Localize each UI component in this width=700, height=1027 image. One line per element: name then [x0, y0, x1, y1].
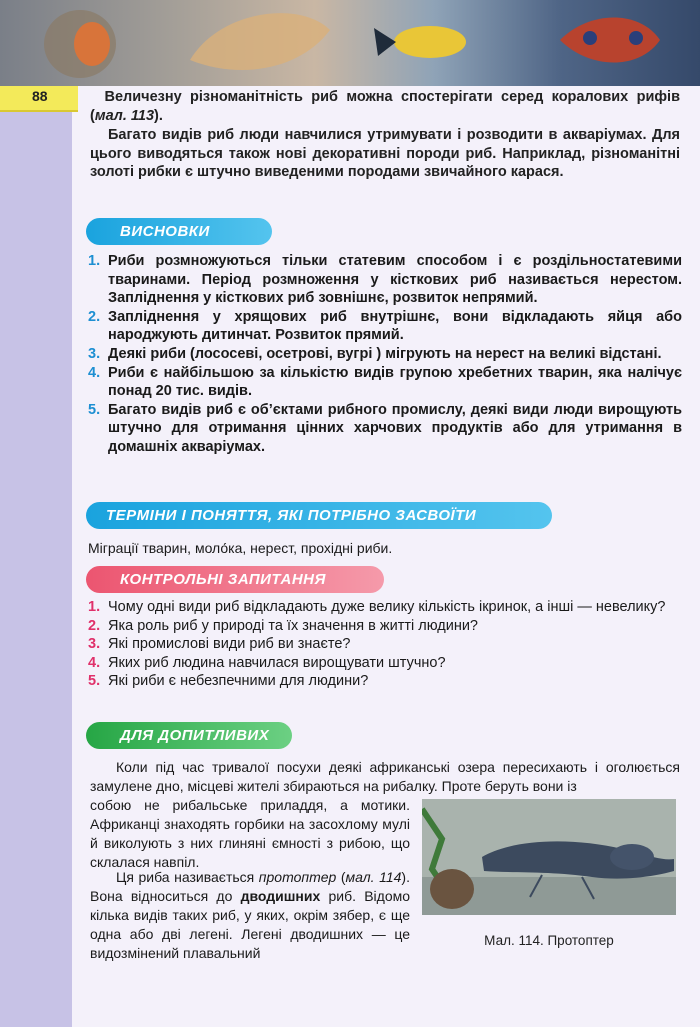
curious-paragraph-full: Коли під час тривалої посухи деякі африканські озера пересихають і оголюється замулене дно, місцеві жителі збираються на рибалку. Проте беруть вони із	[90, 759, 680, 794]
rock	[430, 869, 474, 909]
list-item: 5. Багато видів риб є об’єктами рибного промислу, деякі види люди вирощують штучно для отримання цінних харчових продуктів або для утримання в домашніх акваріумах.	[88, 401, 682, 455]
leaf-shape	[190, 13, 330, 70]
lungfish-photo	[422, 799, 676, 915]
list-item: 4. Яких риб людина навчилася вирощувати штучно?	[88, 654, 446, 671]
conclusions-list	[88, 252, 682, 457]
figure-caption: Мал. 114. Протоптер	[484, 933, 614, 948]
list-item: 2. Запліднення у хрящових риб внутрішнє, вони відкладають яйця або народжують дитинчат. Розвиток прямий.	[88, 308, 682, 344]
intro-paragraph-1	[90, 88, 680, 125]
left-margin-strip	[0, 0, 72, 1027]
list-item: 5. Які риби є небезпечними для людини?	[88, 673, 369, 690]
term-lungfish: дводишних	[240, 888, 321, 904]
list-item: 1. Чому одні види риб відкладають дуже велику кількість ікринок, а інші — невелику?	[88, 599, 666, 615]
list-item: 1. Риби розмножуються тільки статевим способом і є роздільностатевими тваринами. Період розмноження у кісткових риб називається нерестом. Запліднення у кісткових риб зовнішнє, розвиток непрямий.	[88, 253, 682, 307]
figure-ref-114: мал. 114	[345, 869, 402, 885]
lungfish-head	[610, 844, 654, 870]
terms-text: Міграції тварин, моло́ка, нерест, прохідні риби.	[88, 540, 393, 556]
figure-ref-113: мал. 113	[94, 107, 155, 124]
fish-silhouette	[394, 26, 466, 58]
term-protopter: протоптер	[258, 869, 337, 885]
lungfish-illustration	[422, 799, 676, 915]
conclusions-heading: ВИСНОВКИ	[86, 218, 272, 245]
fish-tail	[374, 28, 396, 56]
header-banner	[0, 0, 700, 86]
list-item: 2. Яка роль риб у природі та їх значення в житті людини?	[88, 617, 478, 634]
intro-p1-after: ).	[154, 107, 163, 124]
curious-paragraph-2: Ця риба називається протоптер (мал. 114). Вона відноситься до дводишних риб. Відомо кілька видів таких риб, у яких, окрім зябер, є ще одна або дві легені. Легені дводишних — це видозмінений плавальний	[90, 869, 411, 961]
butterfly-eyespot	[629, 31, 643, 45]
questions-list	[88, 598, 682, 691]
list-item: 3. Деякі риби (лососеві, осетрові, вугрі ) мігрують на нерест на великі відстані.	[88, 345, 662, 362]
curious-heading: ДЛЯ ДОПИТЛИВИХ	[86, 722, 292, 749]
list-item: 3. Які промислові види риб ви знаєте?	[88, 636, 351, 653]
intro-paragraph-2: Багато видів риб люди навчилися утримувати і розводити в акваріумах. Для цього виводяться також нові декоративні породи риб. Наприклад, різноманітні золоті рибки є штучно виведеними породами звичайного карася.	[90, 127, 680, 181]
butterfly-wing	[560, 18, 660, 63]
curious-paragraph-left: собою не рибальське приладдя, а мотики. Африканці знаходять горбики на засохлому мулі й виколують з них глиняні ємності з рибою, що склалася навпіл.	[90, 797, 410, 870]
bird-breast	[74, 22, 110, 66]
page-number: 88	[32, 88, 48, 104]
banner-illustration	[0, 0, 700, 86]
questions-heading: КОНТРОЛЬНІ ЗАПИТАННЯ	[86, 566, 384, 593]
terms-heading: ТЕРМІНИ І ПОНЯТТЯ, ЯКІ ПОТРІБНО ЗАСВОЇТИ	[86, 502, 552, 529]
intro-p1-before: Величезну різноманітність риб можна спостерігати серед коралових рифів (	[90, 89, 680, 124]
list-item: 4. Риби є найбільшою за кількістю видів групою хребетних тварин, яка налічує понад 20 тис. видів.	[88, 364, 682, 400]
butterfly-eyespot	[583, 31, 597, 45]
